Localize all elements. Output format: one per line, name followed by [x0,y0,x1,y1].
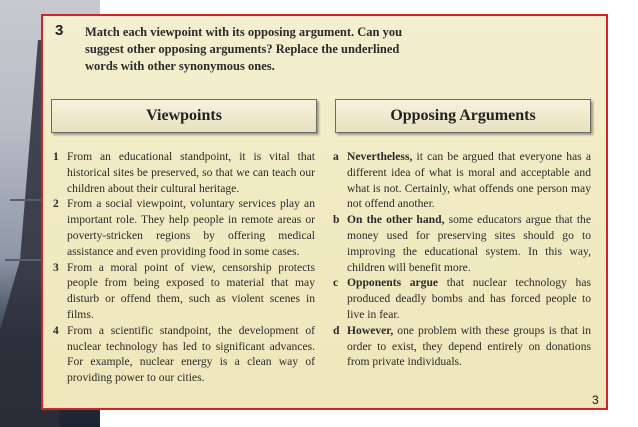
arguments-list [333,149,591,370]
viewpoint-number: 4 [53,323,59,337]
viewpoint-text: From a moral point of view, censorship protects people from being exposed to material that may disturb or offend them, such as violent scenes in films. [67,260,315,321]
viewpoint-number: 3 [53,260,59,274]
viewpoint-number: 1 [53,150,59,163]
opposing-arguments-header: Opposing Arguments [335,99,591,133]
argument-item [333,275,591,322]
exercise-instruction: Match each viewpoint with its opposing argument. Can you suggest other opposing arguments? Replace the underlined words with other synonymous ones. [85,25,403,73]
exercise-number: 3 [55,22,64,39]
argument-item [333,149,591,212]
argument-letter: c [333,276,339,290]
argument-item [333,323,591,370]
argument-letter: d [333,323,340,337]
slide-number: 3 [592,393,599,407]
textbook-page [43,16,606,408]
argument-rest: it can be argued that everyone has a different idea of what is moral and acceptable and what is not. Certainly, what offends one person may not offend another. [347,150,591,211]
argument-lead: On the other hand, [347,213,445,227]
argument-text [347,323,591,370]
viewpoint-item [53,196,315,259]
viewpoint-item [53,260,315,323]
argument-text [347,212,591,275]
viewpoints-header: Viewpoints [51,99,317,133]
viewpoint-number: 2 [53,197,59,211]
argument-text [347,149,591,212]
argument-rest: that nuclear technology has produced deadly bombs and has forced people to live in fear. [347,276,592,321]
argument-item [333,212,591,275]
argument-lead: Nevertheless, [347,150,413,163]
argument-letter: a [333,150,339,163]
argument-text [347,275,591,322]
argument-rest: one problem with these groups is that in order to exist, they depend entirely on donations from private individuals. [347,323,591,369]
viewpoints-list [53,149,315,386]
viewpoint-item [53,149,315,196]
viewpoint-text: From a scientific standpoint, the development of nuclear technology has led to significant advances. For example, nuclear energy is a clean way of providing power to our cities. [67,323,315,385]
argument-letter: b [333,213,340,227]
viewpoint-text: From a social viewpoint, voluntary services play an important role. They help people in remote areas or poverty-stricken regions by offering medical assistance and even providing food in some cases. [67,197,315,258]
viewpoint-item [53,323,315,386]
argument-lead: Opponents argue [347,276,439,290]
argument-rest: some educators argue that the money used for preserving sites should go to improving the educational system. In this way, children will benefit more. [347,213,592,274]
viewpoint-text: From an educational standpoint, it is vital that historical sites be preserved, so that we can teach our children about their cultural heritage. [67,150,315,195]
argument-lead: However, [347,323,394,337]
